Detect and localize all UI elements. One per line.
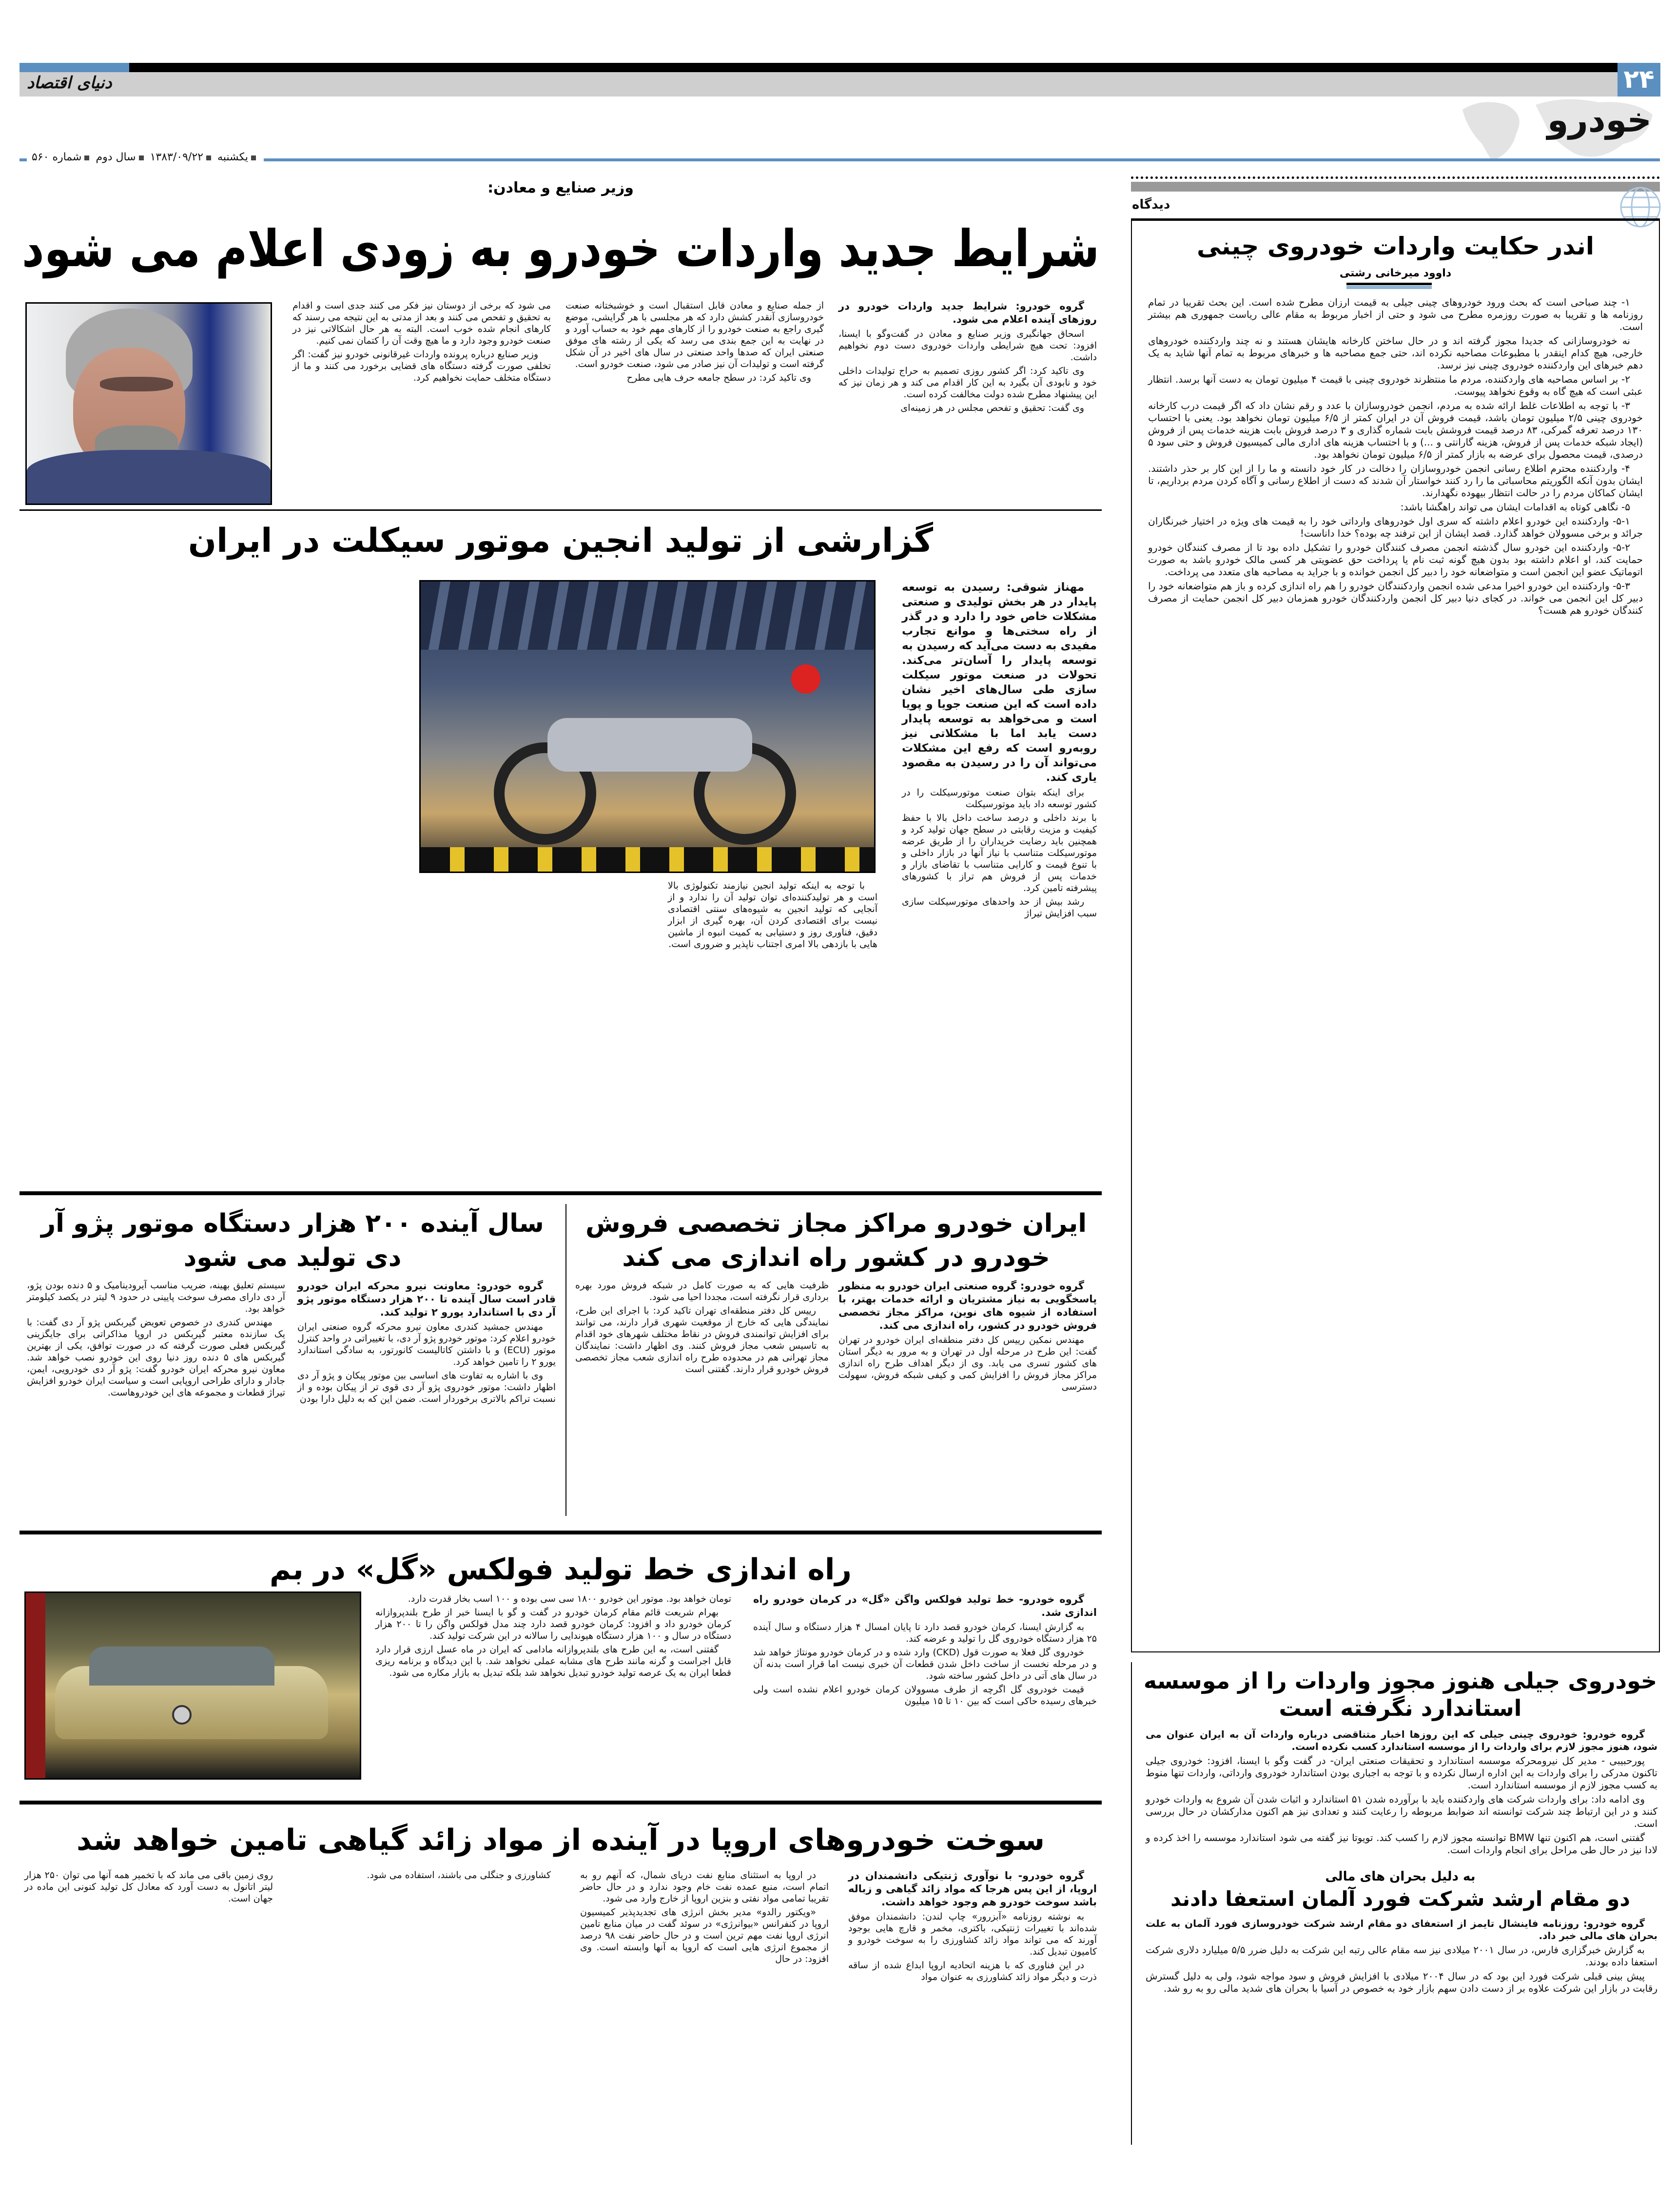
paragraph: وی ادامه داد: برای واردات شرکت های واردکننده باید با برآورده شدن ۵۱ استاندارد و اثبات شدن آن شروع به واردات خودرو کنند و در این ارتباط چند شرکت توانسته اند ضوابط مربوطه را رعایت کنند و تعدادی نیز هم اکنون مدارکشان در حال بررسی است. [1146,1793,1657,1829]
geely-article-lead: گروه خودرو: خودروی چینی جیلی که این روزها اخبار متناقضی درباره واردات آن به ایران عنوان می شود، هنوز مجوز لازم برای واردات را از موسسه استاندارد کسب نکرده است. [1146,1728,1657,1752]
paragraph: ۵-۲- واردکننده این خودرو سال گذشته انجمن مصرف کنندگان خودرو را تشکیل داده بود تا از مصرف کنندگان خودرو حمایت کند، او اعلام داشته بود بدون هیچ گونه ثبت نام یا پرداخت حق عضویتی هر کسی مالک خودرو باشد به صورت اتوماتیک عضو این انجمن است و متواضعانه خود را دبیر کل انجمن خوانده و با جراید به مصاحبه های متعدد می پرداخت. [1148,542,1643,578]
paragraph: وزیر صنایع درباره پرونده واردات غیرقانونی خودرو نیز گفت: اگر تخلفی صورت گرفته دستگاه های قضایی برخورد می کنند و ما از دستگاه متخلف حمایت نخواهیم کرد. [292,349,551,383]
biofuel-article-column-3 [302,1869,551,1883]
dateline [27,151,264,163]
paragraph: در اروپا به استثنای منابع نفت دریای شمال، که آنهم رو به اتمام است، منبع عمده نفت خام وجود ندارد و در حال حاضر تقریبا تمامی مواد نفتی و بنزین اروپا از خارج وارد می شود. [580,1870,829,1904]
dateline-day: یکشنبه [217,151,248,163]
engine-article-headline [19,517,1102,565]
paragraph: وی تاکید کرد: در سطح جامعه حرف هایی مطرح [626,372,811,383]
dateline-year: سال دوم [96,151,136,163]
gol-article-lead: گروه خودرو- خط تولید فولکس واگن «گل» در کرمان خودرو راه اندازی شد. [753,1593,1097,1618]
news-box-border [1131,1662,1132,2145]
opinion-body [1148,296,1643,619]
main-article-kicker: وزیر صنایع و معادن: [487,179,634,196]
geely-article-headline: خودروی جیلی هنوز مجوز واردات را از موسسه استاندارد نگرفته است [1143,1668,1657,1721]
main-article-column-1 [838,300,1097,416]
gol-article-headline-text: راه اندازی خط تولید فولکس «گل» در بم [270,1552,852,1587]
geely-article [1141,1667,1660,1997]
paragraph: می شود که برخی از دوستان نیز فکر می کنند جدی است و اقدام به تحقیق و تفحص می کنند و بعد از مدتی به این نتیجه می رسند که کارهای انجام شده خوب است. البته به هر حال اشکالاتی نیز در صنعت خودرو وجود دارد و ما هیچ وقت آن را کتمان نمی کنیم. [292,300,551,346]
paragraph: ۱- چند صباحی است که بحث ورود خودروهای چینی جیلی به قیمت ارزان مطرح شده است. این بحث تقریبا در تمام روزنامه ها و تقریبا به صورت روزمره مطرح می شود و حتی از اخبار مربوط به مقام عالی ریاست جمهوری هم بیشتر است. [1148,296,1643,332]
paragraph: روی زمین باقی می ماند که با تخمیر همه آنها می توان ۲۵۰ هزار لیتر اتانول به دست آورد که معادل کل تولید کنونی این ماده در جهان است. [24,1870,273,1904]
engine-article-headline-text: گزارشی از تولید انجین موتور سیکلت در ایران [188,522,934,560]
column-top-dotted-rule [1131,176,1660,179]
paragraph: اسحاق جهانگیری وزیر صنایع و معادن در گفت‌وگو با ایسنا، افزود: تحت هیچ شرایطی واردات خودروی دست دوم نخواهیم داشت. [838,329,1097,363]
paragraph: کشاورزی و جنگلی می باشند، استفاده می شود. [367,1870,551,1881]
paragraph: رشد بیش از حد واحدهای موتورسیکلت سازی سبب افزایش تیراژ [902,896,1097,919]
opinion-author: داوود میرخانی رشتی [1339,267,1452,279]
ford-article-headline: دو مقام ارشد شرکت فورد آلمان استعفا دادند [1170,1887,1630,1911]
column-divider [565,1204,566,1516]
paragraph: به نوشته روزنامه «آبزرور» چاپ لندن: دانشمندان موفق شده‌اند با تغییرات ژنتیکی، باکتری، مخمر و قارچ هایی بوجود آورند که می تواند مواد زائد کشاورزی را به سوخت خودرو و کامیون تبدیل کند. [848,1911,1097,1957]
paragraph: تومان خواهد بود. موتور این خودرو ۱۸۰۰ سی سی بوده و ۱۰۰ اسب بخار قدرت دارد. [408,1593,731,1604]
paragraph: پورحبیبی - مدیر کل نیرومحرکه موسسه استاندارد و تحقیقات صنعتی ایران- در گفت وگو با ایسنا، افزود: خودروی جیلی تاکنون مدرکی را برای واردات به این اداره ارسال نکرده و با توجه به اجباری بودن استاندارد خودروی وارداتی، واردات تنها منوط به کسب مجوز لازم از موسسه استاندارد است. [1146,1755,1657,1791]
opinion-headline-text: اندر حکایت واردات خودروی چینی [1196,232,1595,260]
dateline-issue: شماره ۵۶۰ [32,151,82,163]
biofuel-article-column-2 [580,1869,829,1967]
geely-article-body [1146,1728,1657,1856]
paragraph: وی گفت: تحقیق و تفحص مجلس در هر زمینه‌ای [900,403,1084,413]
biofuel-article-headline [19,1818,1102,1862]
engine-article-lead: مهناز شوقی: رسیدن به توسعه پایدار در هر بخش تولیدی و صنعتی مشکلات خاص خود را دارد و در گذر از راه سختی‌ها و موانع تجارب مفیدی به دست می‌آید که رسیدن به توسعه پایدار را آسان‌تر می‌کند. تحولات در صنعت موتور سیکلت سازی طی سال‌های اخیر نشان داده است که این صنعت جویا و پویا است و می‌خواهد به توسعه پایدار دست یابد اما با مشکلاتی نیز روبه‌رو است که رفع این مشکلات می‌تواند آن را در رسیدن به مقصود یاری کند. [902,581,1097,784]
paragraph: قیمت خودروی گل اگرچه از طرف مسوولان کرمان خودرو اعلام نشده است ولی خبرهای رسیده حاکی است که بین ۱۰ تا ۱۵ میلیون [753,1684,1097,1707]
main-article-headline-text: شرایط جدید واردات خودرو به زودی اعلام می شود [21,219,1100,278]
section-divider [19,1191,1102,1195]
biofuel-article-headline-text: سوخت خودروهای اروپا در آینده از مواد زائد گیاهی تامین خواهد شد [76,1823,1045,1857]
sales-article-lead: گروه خودرو: گروه صنعتی ایران خودرو به منظور پاسخگویی به نیاز مشتریان و ارائه خدمات بهتر، با استفاده از شیوه های نوین، مراکز مجاز تخصصی فروش خودرو در کشور، راه اندازی می کند. [838,1280,1097,1331]
dateline-rule [19,158,1660,161]
author-rule-accent [1346,286,1432,289]
paragraph: خودروی گل فعلا به صورت قول (CKD) وارد شده و در کرمان خودرو مونتاژ خواهد شد و در مرحله نخست از ساخت داخل شدن قطعات آن خبری نیست اما قرار است بدنه آن در سال های آتی در داخل کشور ساخته شود. [753,1647,1097,1681]
paragraph: ۳- با توجه به اطلاعات غلط ارائه شده به مردم، انجمن خودروسازان با عدد و رقم نشان داد که اگر قیمت درب کارخانه خودروی چینی ۲/۵ میلیون تومان باشد، قیمت فروش آن در ایران کمتر از ۶/۵ میلیون تومان نخواهد بود. یعنی با احتساب ۱۳۰ درصد تعرفه گمرکی، ۸۳ درصد قیمت فروشش بابت شماره گذاری و ۳ درصد فروش بابت هزینه خدمات پس از فروش (ایجاد شبکه خدمات پس از فروش، هزینه گارانتی و ...) و با احتساب هزینه های اداری مالی کمیسیون فروش و حتی سود ۵ درصدی، قیمت محصول برای عرضه به بازار کمتر از ۶/۵ میلیون تومان نخواهد بود. [1148,400,1643,460]
paragraph: ۵-۱- واردکننده این خودرو اعلام داشته که سری اول خودروهای وارداتی خود را به قیمت های ویژه در اختیار خبرنگاران جرائد و برخی مسوولان خواهد گذارد. قصد ایشان از این ترفند چه بوده؟ خدا داناست! [1148,515,1643,539]
main-article-column-3 [292,300,551,386]
ford-article-lead: گروه خودرو: روزنامه فاینشال تایمز از استعفای دو مقام ارشد شرکت خودروسازی فورد آلمان به علت بحران های مالی خبر داد. [1146,1918,1657,1941]
peugeot-article-headline: سال آینده ۲۰۰ هزار دستگاه موتور پژو آر دی تولید می شود [41,1209,544,1272]
section-divider [19,1531,1102,1534]
section-divider [19,1801,1102,1805]
section-divider [19,509,1102,511]
newspaper-logo: دنیای اقتصاد [27,73,112,93]
paragraph: ۲- بر اساس مصاحبه های واردکننده، مردم ما منتظرند خودروی چینی با قیمت ۴ میلیون تومان به دست آنها برسد. انتظار عبثی است که هیچ گاه به وقوع نخواهد پیوست. [1148,373,1643,397]
paragraph: «ویکتور رالدو» مدیر بخش انرژی های تجدیدپذیر کمیسیون اروپا در کنفرانس «بیوانرژی» در سوئد گفت در میان منابع تامین انرژی اروپا نفت مهم ترین است و در حال حاضر نفت ۹۸ درصد از مجموع انرژی هایی است که اروپا به آنها وابسته است. وی افزود: در حال [580,1907,829,1964]
volkswagen-gol-photo [24,1591,361,1780]
engine-article-column-2 [668,880,877,952]
paragraph: مهندس جمشید کندری معاون نیرو محرکه گروه صنعتی ایران خودرو اعلام کرد: موتور خودرو پژو آر دی، با تغییراتی در واحد کنترل موتور (ECU) و با داشتن کاتالیست کانورتور، به سادگی استاندارد یورو ۲ را تامین خواهد کرد. [297,1321,556,1367]
paragraph: ظرفیت هایی که به صورت کامل در شبکه فروش مورد بهره برداری قرار نگرفته است، مجددا احیا می شود. [575,1280,829,1302]
biofuel-article-column-1 [848,1869,1097,1985]
engine-article-lead-column [902,580,1097,921]
paragraph: نه خودروسازانی که جدیدا مجوز گرفته اند و در حال ساختن کارخانه هایشان هستند و نه چند واردکننده خودروهای خارجی، هیچ کدام اینقدر با مطبوعات مصاحبه نکرده اند، حتی جمع مصاحبه ها و خبرهای مربوط به تمام آنها شاید به یک دهم خبرهای این واردکننده خودروی چینی نیز نرسد. [1148,335,1643,371]
masthead-bar [19,63,1618,72]
sales-article-column-2 [575,1280,829,1377]
masthead-accent [19,63,129,72]
dateline-date: ۱۳۸۳/۰۹/۲۲ [150,151,203,163]
opinion-label: دیدگاه [1132,197,1170,212]
paragraph: از جمله صنایع و معادن قابل استقبال است و خوشبختانه صنعت خودروسازی آنقدر کشش دارد که هر مجلسی با هر گرایشی، موضع گیری راجع به صنعت خودرو را از کارهای مهم خود به حساب آورد و در نهایت به این جمع بندی می رسد که یکی از رشته های موفق صنعتی ایران که صدها واحد صنعتی در سال های اخیر در آن شکل گرفته است و تولیدات آن نیز صادر می شود، صنعت خودرو است. [565,300,824,369]
paragraph: وی تاکید کرد: اگر کشور روزی تصمیم به حراج تولیدات داخلی خود و نابودی آن بگیرد به این کار اقدام می کند و هر زمان نیز که این پیشنهاد مطرح شده دولت مخالفت کرده است. [838,366,1097,400]
paragraph: در این فناوری که با هزینه اتحادیه اروپا ابداع شده از ساقه ذرت و دیگر مواد زائد کشاورزی به عنوان مواد [848,1960,1097,1982]
gol-article-column-2 [375,1593,731,1681]
paragraph: مهندس نمکین رییس کل دفتر منطقه‌ای ایران خودرو در تهران گفت: این طرح در مرحله اول در تهران و به مرور به دیگر استان های کشور تسری می یابد. وی از دیگر اهداف طرح راه اندازی مراکز مجاز فروش را افزایش کمی و کیفی شبکه فروش، سهولت دسترسی [838,1335,1097,1392]
opinion-headline [1136,229,1655,263]
column-header-band [1131,182,1660,192]
peugeot-article-column-1 [297,1280,556,1407]
gol-article-column-1 [753,1593,1097,1709]
paragraph: ۵-۳- واردکننده این خودرو اخیرا مدعی شده انجمن واردکنندگان خودرو را هم راه اندازی کرده و باز هم متواضعانه خود را دبیر کل این انجمن می خواند. در کجای دنیا دبیر کل انجمن واردکنندگان خودرو همزمان دبیر کل انجمن حمایت از مصرف کنندگان خودرو هم هست؟ [1148,580,1643,616]
paragraph: ۵- نگاهی کوتاه به اقدامات ایشان می تواند راهگشا باشد: [1400,501,1630,513]
ford-article-body [1146,1918,1657,1995]
paragraph: برای اینکه بتوان صنعت موتورسیکلت را در کشور توسعه داد باید موتورسیکلت [902,787,1097,810]
section-title: خودرو [1547,100,1652,140]
main-article-headline [19,214,1102,283]
masthead-band [19,72,1618,97]
sales-article-column-1 [838,1280,1097,1395]
paragraph: گفتنی است، به این طرح های بلندپروازانه مادامی که ایران در ماه عسل ارزی قرار دارد قابل اجراست و گرنه مانند طرح های مشابه عملی نخواهد شد. با این دیدگاه و برنامه ریزی قطعا ایران به یک عرصه تولید خودرو تبدیل نخواهد شد بلکه تبدیل به بازار مکاره می شود. [375,1644,731,1678]
paragraph: با برند داخلی و درصد ساخت داخل بالا با حفظ کیفیت و مزیت رقابتی در سطح جهان تولید کرد و همچنین باید رضایت خریداران را از طریق عرضه موتورسیکلت متناسب با نیاز آنها در بازار داخلی و با تنوع قیمت و کارایی متناسب با تقاضای بازار و خدمات پس از فروش هم تراز با کشورهای پیشرفته تامین کرد. [902,813,1097,893]
ford-article-kicker: به دلیل بحران های مالی [1325,1869,1476,1884]
paragraph: به گزارش خبرگزاری فارس، در سال ۲۰۰۱ میلادی نیز سه مقام عالی رتبه این شرکت به دلیل ضرر ۵/۵ میلیارد دلاری شرکت استعفا داده بودند. [1146,1944,1657,1968]
main-article-column-2 [565,300,824,386]
page-number: ۲۴ [1618,63,1660,97]
peugeot-article-lead: گروه خودرو: معاونت نیرو محرکه ایران خودرو قادر است سال آینده تا ۲۰۰ هزار دستگاه موتور پژو آر دی با استاندارد یورو ۲ تولید کند. [297,1280,556,1318]
paragraph: وی با اشاره به تفاوت های اساسی بین موتور پیکان و پژو آر دی اظهار داشت: موتور خودروی پژو آر دی قوی تر از پیکان بوده و از نسبت تراکم بالاتری برخوردار است. ضمن این که به دلیل دارا بودن [297,1370,556,1404]
paragraph: پیش بینی قبلی شرکت فورد این بود که در سال ۲۰۰۴ میلادی با افزایش فروش و سود مواجه شود، ولی به دلیل گسترش رقابت در بازار این شرکت علاوه بر از دست دادن سهم بازار خود به خصوص در آسیا با بحران های شدید مالی رو به رو شد. [1146,1970,1657,1994]
sales-article-headline: ایران خودرو مراکز مجاز تخصصی فروش خودرو در کشور راه اندازی می کند [585,1209,1087,1272]
paragraph: به گزارش ایسنا، کرمان خودرو قصد دارد تا پایان امسال ۴ هزار دستگاه و سال آینده ۲۵ هزار دستگاه خودروی گل را تولید و عرضه کند. [753,1622,1097,1644]
biofuel-article-column-4 [24,1869,273,1906]
main-article-lead: گروه خودرو: شرایط جدید واردات خودرو در روزهای آینده اعلام می شود. [838,300,1097,325]
motorcycle-factory-photo [419,580,876,873]
paragraph: با توجه به اینکه تولید انجین نیازمند تکنولوژی بالا است و هر تولیدکننده‌ای توان تولید آن را ندارد و از آنجایی که تولید انجین به شیوه‌های سنتی اقتصادی نیست برای اقتصادی کردن آن، بهره گیری از ابزار دقیق، فناوری روز و دستیابی به کمیت انبوه از ماشین هایی با بازدهی بالا امری اجتناب ناپذیر و ضروری است. [668,880,877,950]
author-rule [1346,283,1432,285]
peugeot-article-column-2 [27,1280,285,1400]
paragraph: ۴- واردکننده محترم اطلاع رسانی انجمن خودروسازان را دخالت در کار خود دانسته و ما را از این کار بر حذر داشتند. ایشان بدون آنکه الگوریتم محاسباتی ما را رد کنند خواستار آن شدند که دست از اطلاع رسانی و آگاه کردن مردم برداریم، تا ایشان کماکان مردم را در حالت انتظار بیهوده نگهدارند. [1148,463,1643,499]
paragraph: بهرام شریعت قائم مقام کرمان خودرو در گفت و گو با ایسنا خبر از طرح بلندپروازانه کرمان خودرو داد و افزود: کرمان خودرو قصد دارد چند مدل فولکس واگن را تا ۲۰۰ هزار دستگاه در سال و ۱۰۰ هزار دستگاه هیوندایی را سالانه در این شرکت تولید کند. [375,1607,731,1641]
minister-portrait-photo [25,302,272,505]
paragraph: مهندس کندری در خصوص تعویض گیربکس پژو آر دی گفت: با یک سازنده معتبر گیربکس در اروپا مذاکراتی برای جایگزینی گیربکس فعلی صورت گرفته که در صورت توافق، یکی از بهترین گیربکس های ۵ دنده روز دنیا روی این خودرو نصب خواهد شد. معاون نیرو محرکه ایران خودرو گفت: پژو آر دی خودرویی، ایمن، جادار و دارای طراحی اروپایی است و سیاست ایران خودرو افزایش تیراژ قطعات و مجموعه های این خودروهاست. [27,1317,286,1398]
biofuel-article-lead: گروه خودرو- با نوآوری ژنتیکی دانشمندان در اروپا، از این پس هرجا که مواد زائد گیاهی و زباله باشد سوخت خودرو هم وجود خواهد داشت. [848,1870,1097,1908]
paragraph: رییس کل دفتر منطقه‌ای تهران تاکید کرد: با اجرای این طرح، نمایندگی هایی که خارج از موقعیت شهری قرار دارند، می توانند برای افزایش توانمندی فروش در نقاط مختلف شهرهای خود اقدام به تاسیس شعب مجاز فروش کنند. وی اظهار داشت: نمایندگان مجاز تهرانی هم در محدوده طرح راه اندازی شعب مجاز تخصصی فروش خودرو قرار دارند. گفتنی است [575,1305,829,1375]
paragraph: سیستم تعلیق بهینه، ضریب مناسب آیرودینامیک و ۵ دنده بودن پژو، آر دی دارای مصرف سوخت پایینی در حدود ۹ لیتر در یکصد کیلومتر خواهد بود. [27,1280,285,1314]
paragraph: گفتنی است، هم اکنون تنها BMW توانسته مجوز لازم را کسب کند. تویوتا نیز گفته می شود استاندارد موسسه را اخذ کرده و لادا نیز در حال طی مراحل برای انجام واردات است. [1146,1832,1657,1856]
gol-article-headline [19,1548,1102,1591]
